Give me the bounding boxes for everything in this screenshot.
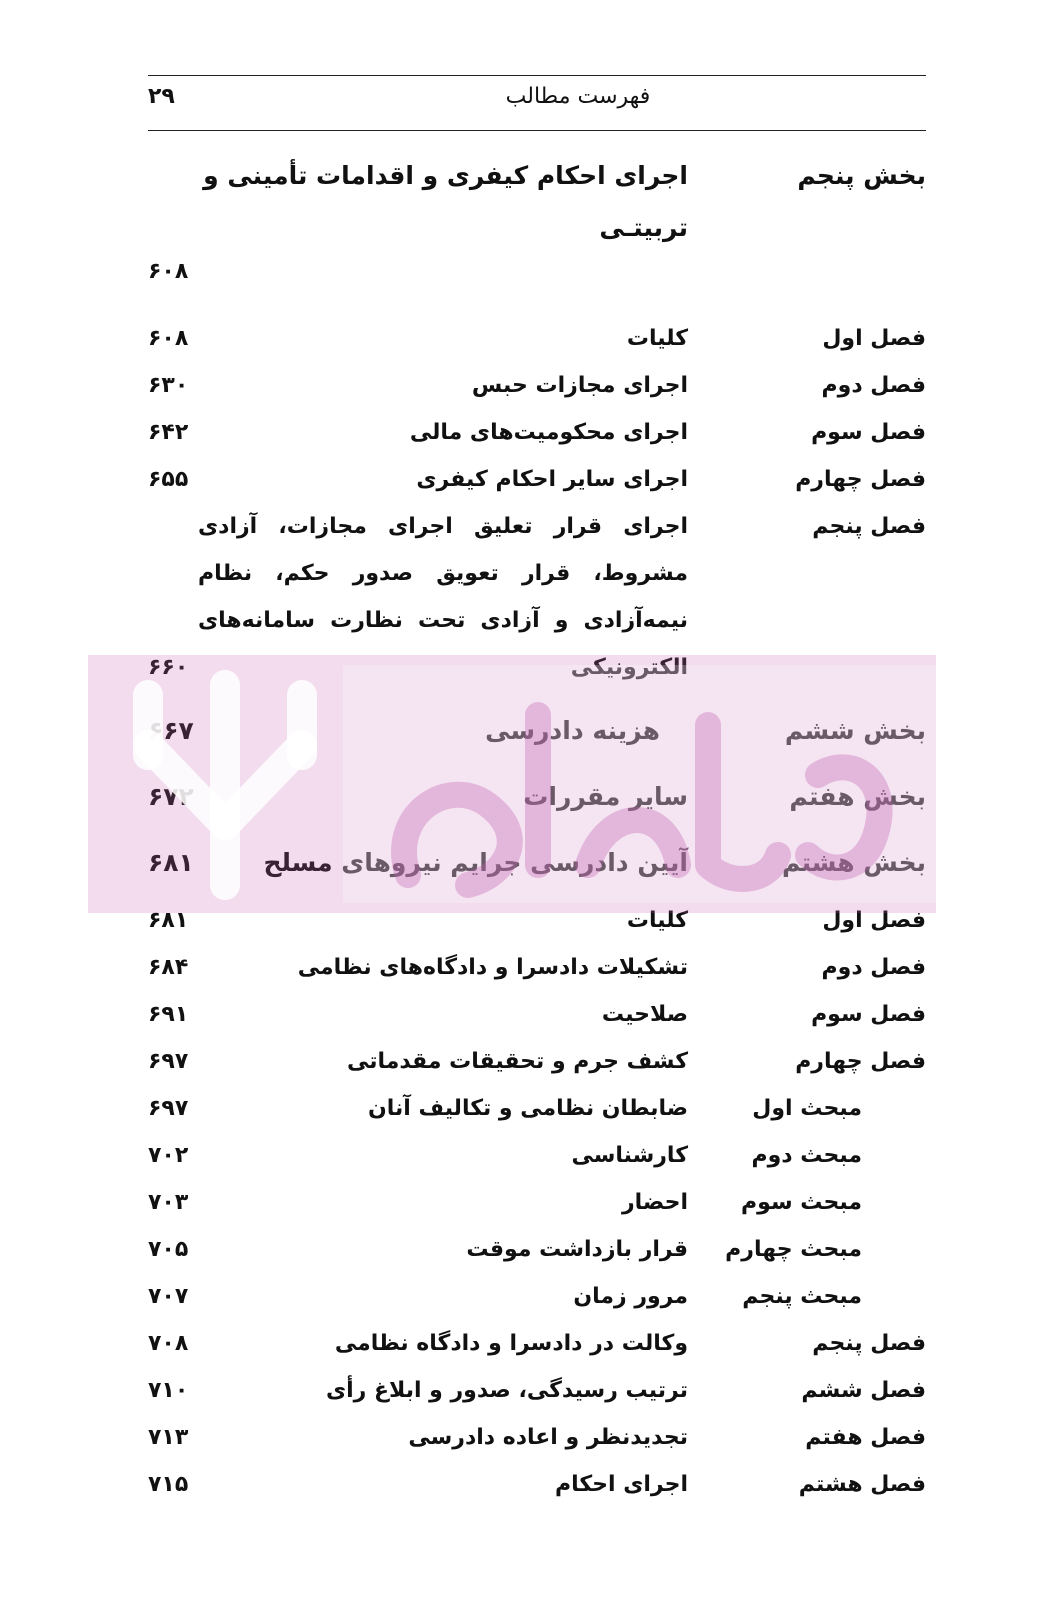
toc-title: تشکیلات دادسرا و دادگاه‌های نظامی bbox=[297, 955, 688, 980]
toc-label: مبحث چهارم bbox=[725, 1237, 862, 1262]
toc-label: فصل ششم bbox=[801, 1378, 926, 1403]
toc-row bbox=[148, 1367, 926, 1414]
toc-title: ضابطان نظامی و تکالیف آنان bbox=[368, 1096, 688, 1121]
toc-title: کارشناسی bbox=[571, 1143, 688, 1168]
toc-row bbox=[148, 1273, 926, 1320]
toc-page: ۷۱۵ bbox=[148, 1472, 189, 1497]
toc-page: ۶۴۲ bbox=[148, 420, 189, 445]
toc-row bbox=[148, 456, 926, 503]
toc-row bbox=[148, 1320, 926, 1367]
toc-page: ۶۶۷ bbox=[148, 716, 194, 745]
page-number: ۲۹ bbox=[148, 84, 175, 109]
toc-row bbox=[148, 1414, 926, 1461]
toc-page: ۷۱۳ bbox=[148, 1425, 189, 1450]
toc-label: فصل دوم bbox=[821, 373, 926, 398]
toc-row bbox=[148, 150, 926, 254]
toc-page: ۶۷۲ bbox=[148, 782, 194, 811]
toc-row bbox=[148, 991, 926, 1038]
toc-title: اجرای مجازات حبس bbox=[471, 373, 688, 398]
toc-label: فصل پنجم bbox=[812, 514, 926, 539]
toc-page: ۶۹۷ bbox=[148, 1049, 189, 1074]
toc-page: ۷۰۸ bbox=[148, 1331, 189, 1356]
toc-page: ۶۰۸ bbox=[148, 326, 189, 351]
toc-label: بخش پنجم bbox=[797, 161, 926, 190]
running-header-title: فهرست مطالب bbox=[505, 84, 651, 109]
toc-title: وکالت در دادسرا و دادگاه نظامی bbox=[334, 1331, 688, 1356]
toc-title: مرور زمان bbox=[573, 1284, 688, 1309]
toc-title: کلیات bbox=[626, 326, 688, 351]
toc-row bbox=[148, 362, 926, 409]
header-top-rule bbox=[148, 75, 926, 76]
toc-title: کشف جرم و تحقیقات مقدماتی bbox=[346, 1049, 688, 1074]
toc-row bbox=[148, 503, 926, 691]
toc-row bbox=[148, 248, 926, 295]
toc-title: اجرای قرار تعلیق اجرای مجازات، آزادی مشروط، قرار تعویق صدور حکم، نظام نیمه‌آزادی و آزادی تحت نظارت سامانه‌های الکترونیکی bbox=[198, 514, 688, 680]
toc-title: قرار بازداشت موقت bbox=[466, 1237, 688, 1262]
toc-title: ترتیب رسیدگی، صدور و ابلاغ رأی bbox=[325, 1378, 688, 1403]
toc-page: ۷۱۰ bbox=[148, 1378, 189, 1403]
toc-label: فصل اول bbox=[822, 326, 926, 351]
toc-page: ۶۹۷ bbox=[148, 1096, 189, 1121]
toc-label: مبحث دوم bbox=[751, 1143, 862, 1168]
toc-row bbox=[148, 409, 926, 456]
toc-title: صلاحیت bbox=[601, 1002, 688, 1027]
toc-page: ۷۰۲ bbox=[148, 1143, 189, 1168]
toc-page: ۶۳۰ bbox=[148, 373, 189, 398]
toc-page: ۷۰۷ bbox=[148, 1284, 189, 1309]
toc-row bbox=[148, 1038, 926, 1085]
toc-label: فصل چهارم bbox=[795, 1049, 926, 1074]
toc-title: هزینه دادرسی bbox=[485, 716, 660, 745]
toc-label: فصل سوم bbox=[811, 1002, 926, 1027]
toc-page: ۶۹۱ bbox=[148, 1002, 189, 1027]
toc-label: فصل هشتم bbox=[798, 1472, 926, 1497]
toc-title: اجرای احکام کیفری و اقدامات تأمینی و تربیتـی bbox=[203, 161, 688, 242]
toc-title: تجدیدنظر و اعاده دادرسی bbox=[408, 1425, 688, 1450]
toc-label: فصل پنجم bbox=[812, 1331, 926, 1356]
toc-label: بخش هفتم bbox=[789, 782, 926, 811]
toc-row bbox=[148, 1226, 926, 1273]
toc-row bbox=[148, 771, 926, 823]
toc-row bbox=[148, 897, 926, 944]
toc-row bbox=[148, 315, 926, 362]
toc-row bbox=[148, 705, 926, 757]
toc-label: فصل هفتم bbox=[805, 1425, 926, 1450]
toc-label: فصل چهارم bbox=[795, 467, 926, 492]
toc-title: اجرای محکومیت‌های مالی bbox=[409, 420, 688, 445]
header-bottom-rule bbox=[148, 130, 926, 131]
toc-label: مبحث پنجم bbox=[742, 1284, 862, 1309]
toc-page: ۶۵۵ bbox=[148, 467, 189, 492]
toc-label: مبحث سوم bbox=[741, 1190, 862, 1215]
toc-label: فصل دوم bbox=[821, 955, 926, 980]
toc-title: اجرای احکام bbox=[554, 1472, 688, 1497]
toc-page: ۶۰۸ bbox=[148, 259, 189, 284]
toc-page: ۶۶۰ bbox=[148, 655, 189, 680]
toc-page: ۶۸۱ bbox=[148, 848, 194, 877]
toc-page: ۶۸۱ bbox=[148, 908, 189, 933]
toc-title: آیین دادرسی جرایم نیروهای مسلح bbox=[263, 848, 688, 877]
toc-title: اجرای سایر احکام کیفری bbox=[416, 467, 688, 492]
toc-row bbox=[148, 1179, 926, 1226]
toc-label: مبحث اول bbox=[752, 1096, 862, 1121]
toc-page: ۶۸۴ bbox=[148, 955, 189, 980]
toc-row bbox=[148, 1085, 926, 1132]
table-of-contents bbox=[148, 150, 926, 1508]
toc-label: فصل اول bbox=[822, 908, 926, 933]
toc-row bbox=[148, 1461, 926, 1508]
toc-row bbox=[148, 944, 926, 991]
toc-title: سایر مقررات bbox=[523, 782, 688, 811]
toc-title: کلیات bbox=[626, 908, 688, 933]
toc-row bbox=[148, 1132, 926, 1179]
toc-row bbox=[148, 837, 926, 889]
toc-page: ۷۰۳ bbox=[148, 1190, 189, 1215]
toc-label: بخش هشتم bbox=[781, 848, 926, 877]
toc-label: بخش ششم bbox=[784, 716, 926, 745]
toc-label: فصل سوم bbox=[811, 420, 926, 445]
toc-page: ۷۰۵ bbox=[148, 1237, 189, 1262]
toc-title: احضار bbox=[622, 1190, 688, 1215]
